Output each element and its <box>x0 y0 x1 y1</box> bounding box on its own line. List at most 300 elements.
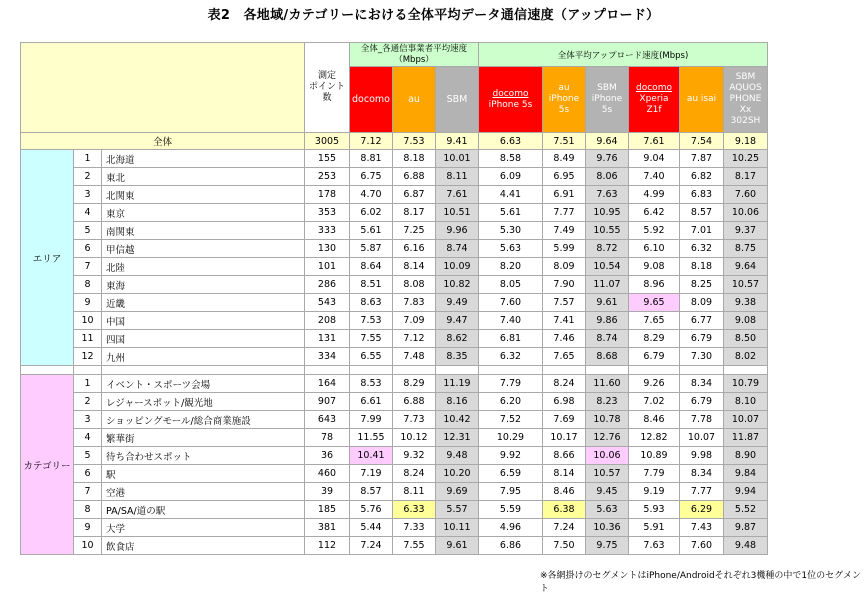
row-name: 空港 <box>102 483 305 501</box>
points-cell: 101 <box>305 258 350 276</box>
speed-cell: 8.75 <box>724 240 768 258</box>
table-row <box>21 294 768 312</box>
row-number: 3 <box>74 411 102 429</box>
speed-cell: 8.24 <box>393 465 436 483</box>
speed-cell: 7.77 <box>680 483 724 501</box>
speed-cell: 6.81 <box>479 330 543 348</box>
speed-cell: 9.98 <box>680 447 724 465</box>
row-name: イベント・スポーツ会場 <box>102 375 305 393</box>
speed-cell: 7.77 <box>543 204 586 222</box>
row-number: 5 <box>74 222 102 240</box>
speed-cell: 6.16 <box>393 240 436 258</box>
speed-cell: 7.69 <box>543 411 586 429</box>
points-cell: 286 <box>305 276 350 294</box>
speed-cell: 9.08 <box>724 312 768 330</box>
speed-cell: 9.32 <box>393 447 436 465</box>
speed-cell: 9.37 <box>724 222 768 240</box>
speed-cell: 8.20 <box>479 258 543 276</box>
ul-carrier-au-iphone: au iPhone 5s <box>543 67 586 133</box>
dl-carrier-sbm: SBM <box>436 67 479 133</box>
row-number: 8 <box>74 276 102 294</box>
speed-cell: 10.82 <box>436 276 479 294</box>
speed-cell: 9.08 <box>629 258 680 276</box>
speed-cell: 8.74 <box>436 240 479 258</box>
speed-cell: 9.64 <box>586 133 629 150</box>
points-cell: 131 <box>305 330 350 348</box>
points-cell: 3005 <box>305 133 350 150</box>
points-cell: 381 <box>305 519 350 537</box>
speed-cell: 10.79 <box>724 375 768 393</box>
speed-cell: 8.57 <box>680 204 724 222</box>
speed-cell: 10.06 <box>724 204 768 222</box>
speed-cell: 8.05 <box>479 276 543 294</box>
total-row <box>21 133 768 150</box>
speed-cell: 5.91 <box>629 519 680 537</box>
speed-cell: 7.61 <box>629 133 680 150</box>
table-row <box>21 393 768 411</box>
speed-cell: 7.60 <box>479 294 543 312</box>
spacer-cell <box>479 366 543 375</box>
speed-cell: 6.38 <box>543 501 586 519</box>
row-name: 待ち合わせスポット <box>102 447 305 465</box>
speed-cell: 7.24 <box>350 537 393 555</box>
row-name: 繁華街 <box>102 429 305 447</box>
speed-cell: 8.74 <box>586 330 629 348</box>
speed-cell: 7.63 <box>629 537 680 555</box>
speed-cell: 8.10 <box>724 393 768 411</box>
upload-group-header: 全体平均アップロード速度(Mbps) <box>479 43 768 67</box>
speed-cell: 10.55 <box>586 222 629 240</box>
spacer-cell <box>21 366 74 375</box>
row-number: 4 <box>74 204 102 222</box>
row-name: 東北 <box>102 168 305 186</box>
row-number: 6 <box>74 240 102 258</box>
speed-cell: 6.86 <box>479 537 543 555</box>
speed-cell: 5.52 <box>724 501 768 519</box>
speed-cell: 6.32 <box>479 348 543 366</box>
speed-cell: 9.26 <box>629 375 680 393</box>
speed-cell: 10.41 <box>350 447 393 465</box>
speed-cell: 5.63 <box>479 240 543 258</box>
speed-cell: 8.25 <box>680 276 724 294</box>
speed-cell: 10.57 <box>724 276 768 294</box>
row-number: 10 <box>74 537 102 555</box>
speed-cell: 10.07 <box>680 429 724 447</box>
table-row <box>21 276 768 294</box>
speed-cell: 7.30 <box>680 348 724 366</box>
points-cell: 334 <box>305 348 350 366</box>
row-number: 2 <box>74 393 102 411</box>
speed-cell: 6.83 <box>680 186 724 204</box>
speed-cell: 6.09 <box>479 168 543 186</box>
table-row <box>21 447 768 465</box>
speed-cell: 10.36 <box>586 519 629 537</box>
table-row <box>21 501 768 519</box>
table-row <box>21 483 768 501</box>
speed-cell: 8.06 <box>586 168 629 186</box>
speed-cell: 10.09 <box>436 258 479 276</box>
points-cell: 155 <box>305 150 350 168</box>
speed-cell: 9.75 <box>586 537 629 555</box>
row-number: 6 <box>74 465 102 483</box>
speed-cell: 8.29 <box>393 375 436 393</box>
spacer-cell <box>436 366 479 375</box>
spacer-cell <box>102 366 305 375</box>
points-cell: 164 <box>305 375 350 393</box>
speed-cell: 8.49 <box>543 150 586 168</box>
row-name: 九州 <box>102 348 305 366</box>
speed-cell: 8.35 <box>436 348 479 366</box>
speed-cell: 9.49 <box>436 294 479 312</box>
row-number: 3 <box>74 186 102 204</box>
row-name: 東海 <box>102 276 305 294</box>
speed-cell: 7.48 <box>393 348 436 366</box>
speed-cell: 12.76 <box>586 429 629 447</box>
speed-cell: 7.61 <box>436 186 479 204</box>
speed-cell: 9.61 <box>436 537 479 555</box>
row-name: 中国 <box>102 312 305 330</box>
speed-cell: 5.93 <box>629 501 680 519</box>
speed-cell: 8.11 <box>393 483 436 501</box>
speed-cell: 8.66 <box>543 447 586 465</box>
speed-cell: 6.75 <box>350 168 393 186</box>
speed-cell: 8.57 <box>350 483 393 501</box>
row-number: 9 <box>74 294 102 312</box>
points-header <box>305 43 350 133</box>
speed-cell: 11.55 <box>350 429 393 447</box>
speed-cell: 9.48 <box>436 447 479 465</box>
speed-cell: 8.09 <box>680 294 724 312</box>
speed-cell: 5.30 <box>479 222 543 240</box>
speed-cell: 5.44 <box>350 519 393 537</box>
row-name: 飲食店 <box>102 537 305 555</box>
spacer-cell <box>680 366 724 375</box>
row-number: 1 <box>74 375 102 393</box>
ul-carrier-docomo-xperia: docomo Xperia Z1f <box>629 67 680 133</box>
speed-cell: 9.69 <box>436 483 479 501</box>
speed-cell: 7.55 <box>350 330 393 348</box>
speed-cell: 8.62 <box>436 330 479 348</box>
speed-cell: 7.46 <box>543 330 586 348</box>
speed-cell: 7.60 <box>680 537 724 555</box>
speed-cell: 7.19 <box>350 465 393 483</box>
row-number: 7 <box>74 258 102 276</box>
table-row <box>21 411 768 429</box>
speed-cell: 8.90 <box>724 447 768 465</box>
speed-cell: 10.20 <box>436 465 479 483</box>
speed-cell: 4.41 <box>479 186 543 204</box>
speed-cell: 10.57 <box>586 465 629 483</box>
speed-cell: 10.25 <box>724 150 768 168</box>
speed-cell: 7.12 <box>350 133 393 150</box>
points-cell: 185 <box>305 501 350 519</box>
speed-cell: 8.29 <box>629 330 680 348</box>
speed-cell: 9.96 <box>436 222 479 240</box>
table-title: 表2 各地域/カテゴリーにおける全体平均データ通信速度（アップロード） <box>207 8 660 23</box>
speed-cell: 5.92 <box>629 222 680 240</box>
speed-cell: 5.63 <box>586 501 629 519</box>
dl-carrier-docomo: docomo <box>350 67 393 133</box>
speed-cell: 10.54 <box>586 258 629 276</box>
speed-cell: 9.19 <box>629 483 680 501</box>
speed-cell: 10.29 <box>479 429 543 447</box>
speed-cell: 5.59 <box>479 501 543 519</box>
speed-cell: 8.68 <box>586 348 629 366</box>
speed-cell: 6.79 <box>680 393 724 411</box>
points-header-label: 測定 ポイント数 <box>308 71 345 103</box>
speed-cell: 8.51 <box>350 276 393 294</box>
ul-carrier-sbm-aquos: SBM AQUOS PHONE Xx 302SH <box>724 67 768 133</box>
row-number: 7 <box>74 483 102 501</box>
speed-cell: 6.88 <box>393 393 436 411</box>
row-name: 四国 <box>102 330 305 348</box>
speed-cell: 7.01 <box>680 222 724 240</box>
table-row <box>21 222 768 240</box>
speed-cell: 6.79 <box>629 348 680 366</box>
row-name: 南関東 <box>102 222 305 240</box>
table-row <box>21 348 768 366</box>
table-row <box>21 168 768 186</box>
points-cell: 112 <box>305 537 350 555</box>
speed-cell: 6.63 <box>479 133 543 150</box>
row-number: 11 <box>74 330 102 348</box>
speed-cell: 7.95 <box>479 483 543 501</box>
speed-cell: 10.17 <box>543 429 586 447</box>
table-row <box>21 150 768 168</box>
spacer-cell <box>724 366 768 375</box>
speed-cell: 7.09 <box>393 312 436 330</box>
speed-cell: 7.50 <box>543 537 586 555</box>
download-group-header: 全体_各通信事業者平均速度 （Mbps） <box>350 43 479 67</box>
speed-cell: 10.89 <box>629 447 680 465</box>
speed-cell: 7.65 <box>543 348 586 366</box>
speed-cell: 8.08 <box>393 276 436 294</box>
row-name: レジャースポット/観光地 <box>102 393 305 411</box>
speed-cell: 11.87 <box>724 429 768 447</box>
speed-cell: 10.42 <box>436 411 479 429</box>
speed-cell: 7.25 <box>393 222 436 240</box>
speed-cell: 7.60 <box>724 186 768 204</box>
speed-cell: 9.65 <box>629 294 680 312</box>
speed-cell: 7.87 <box>680 150 724 168</box>
speed-cell: 9.86 <box>586 312 629 330</box>
speed-cell: 6.87 <box>393 186 436 204</box>
spacer-cell <box>74 366 102 375</box>
speed-cell: 9.38 <box>724 294 768 312</box>
speed-cell: 8.81 <box>350 150 393 168</box>
row-number: 8 <box>74 501 102 519</box>
ul-carrier-sbm-iphone: SBM iPhone 5s <box>586 67 629 133</box>
speed-cell: 7.57 <box>543 294 586 312</box>
speed-cell: 7.33 <box>393 519 436 537</box>
points-cell: 353 <box>305 204 350 222</box>
speed-cell: 8.46 <box>543 483 586 501</box>
speed-cell: 8.63 <box>350 294 393 312</box>
speed-cell: 6.02 <box>350 204 393 222</box>
row-name: 近畿 <box>102 294 305 312</box>
speed-cell: 4.99 <box>629 186 680 204</box>
points-cell: 178 <box>305 186 350 204</box>
speed-cell: 6.98 <box>543 393 586 411</box>
speed-cell: 5.57 <box>436 501 479 519</box>
speed-cell: 9.94 <box>724 483 768 501</box>
speed-cell: 8.72 <box>586 240 629 258</box>
row-number: 4 <box>74 429 102 447</box>
table-row <box>21 186 768 204</box>
table-row <box>21 375 768 393</box>
speed-cell: 7.78 <box>680 411 724 429</box>
row-name: 東京 <box>102 204 305 222</box>
speed-cell: 5.99 <box>543 240 586 258</box>
speed-cell: 8.14 <box>393 258 436 276</box>
table-row <box>21 204 768 222</box>
spacer-cell <box>586 366 629 375</box>
table-body <box>21 133 768 555</box>
speed-cell: 8.16 <box>436 393 479 411</box>
row-name: PA/SA/道の駅 <box>102 501 305 519</box>
speed-cell: 9.47 <box>436 312 479 330</box>
speed-cell: 7.43 <box>680 519 724 537</box>
speed-cell: 6.77 <box>680 312 724 330</box>
speed-cell: 4.70 <box>350 186 393 204</box>
table-row <box>21 429 768 447</box>
ul-carrier-au-isai: au isai <box>680 67 724 133</box>
points-cell: 36 <box>305 447 350 465</box>
speed-cell: 6.55 <box>350 348 393 366</box>
table-row <box>21 330 768 348</box>
row-number: 10 <box>74 312 102 330</box>
row-number: 5 <box>74 447 102 465</box>
speed-cell: 8.58 <box>479 150 543 168</box>
speed-cell: 8.50 <box>724 330 768 348</box>
spacer-cell <box>350 366 393 375</box>
speed-cell: 7.51 <box>543 133 586 150</box>
speed-cell: 5.61 <box>350 222 393 240</box>
speed-cell: 7.55 <box>393 537 436 555</box>
points-cell: 253 <box>305 168 350 186</box>
speed-cell: 6.61 <box>350 393 393 411</box>
speed-cell: 8.34 <box>680 375 724 393</box>
row-number: 1 <box>74 150 102 168</box>
speed-cell: 7.02 <box>629 393 680 411</box>
speed-cell: 6.32 <box>680 240 724 258</box>
points-cell: 907 <box>305 393 350 411</box>
speed-cell: 8.18 <box>393 150 436 168</box>
speed-cell: 8.96 <box>629 276 680 294</box>
speed-cell: 6.82 <box>680 168 724 186</box>
speed-cell: 8.24 <box>543 375 586 393</box>
speed-cell: 8.18 <box>680 258 724 276</box>
table-row <box>21 465 768 483</box>
speed-cell: 6.91 <box>543 186 586 204</box>
row-name: 駅 <box>102 465 305 483</box>
speed-cell: 11.19 <box>436 375 479 393</box>
speed-cell: 8.46 <box>629 411 680 429</box>
speed-cell: 7.99 <box>350 411 393 429</box>
speed-cell: 8.17 <box>724 168 768 186</box>
speed-cell: 4.96 <box>479 519 543 537</box>
row-number: 12 <box>74 348 102 366</box>
speed-table <box>20 42 768 555</box>
ul-carrier-docomo-iphone: docomo iPhone 5s <box>479 67 543 133</box>
speed-cell: 10.06 <box>586 447 629 465</box>
speed-cell: 10.11 <box>436 519 479 537</box>
row-name: 大学 <box>102 519 305 537</box>
speed-cell: 6.10 <box>629 240 680 258</box>
speed-cell: 9.18 <box>724 133 768 150</box>
table-row <box>21 258 768 276</box>
speed-cell: 6.20 <box>479 393 543 411</box>
speed-cell: 7.65 <box>629 312 680 330</box>
speed-cell: 10.07 <box>724 411 768 429</box>
speed-cell: 7.73 <box>393 411 436 429</box>
total-label: 全体 <box>21 133 305 150</box>
speed-cell: 6.95 <box>543 168 586 186</box>
speed-cell: 6.79 <box>680 330 724 348</box>
row-name: 北海道 <box>102 150 305 168</box>
speed-cell: 6.29 <box>680 501 724 519</box>
speed-cell: 9.41 <box>436 133 479 150</box>
speed-cell: 7.41 <box>543 312 586 330</box>
speed-cell: 7.40 <box>629 168 680 186</box>
speed-cell: 7.63 <box>586 186 629 204</box>
speed-cell: 11.07 <box>586 276 629 294</box>
speed-cell: 5.87 <box>350 240 393 258</box>
speed-cell: 9.92 <box>479 447 543 465</box>
speed-cell: 11.60 <box>586 375 629 393</box>
speed-cell: 8.23 <box>586 393 629 411</box>
speed-cell: 7.54 <box>680 133 724 150</box>
speed-cell: 10.95 <box>586 204 629 222</box>
speed-cell: 8.11 <box>436 168 479 186</box>
speed-cell: 9.45 <box>586 483 629 501</box>
speed-cell: 12.82 <box>629 429 680 447</box>
spacer-cell <box>305 366 350 375</box>
speed-cell: 7.24 <box>543 519 586 537</box>
points-cell: 543 <box>305 294 350 312</box>
speed-cell: 7.90 <box>543 276 586 294</box>
speed-cell: 6.88 <box>393 168 436 186</box>
spacer-cell <box>393 366 436 375</box>
row-name: 甲信越 <box>102 240 305 258</box>
speed-cell: 10.01 <box>436 150 479 168</box>
table-row <box>21 537 768 555</box>
header-blank <box>21 43 305 133</box>
dl-carrier-au: au <box>393 67 436 133</box>
table-row <box>21 519 768 537</box>
speed-cell: 8.34 <box>680 465 724 483</box>
spacer-cell <box>543 366 586 375</box>
speed-cell: 7.52 <box>479 411 543 429</box>
points-cell: 333 <box>305 222 350 240</box>
speed-cell: 8.14 <box>543 465 586 483</box>
points-cell: 78 <box>305 429 350 447</box>
speed-cell: 8.02 <box>724 348 768 366</box>
speed-cell: 10.12 <box>393 429 436 447</box>
speed-cell: 9.64 <box>724 258 768 276</box>
speed-cell: 5.61 <box>479 204 543 222</box>
speed-cell: 8.64 <box>350 258 393 276</box>
spacer-row <box>21 366 768 375</box>
points-cell: 643 <box>305 411 350 429</box>
speed-cell: 7.49 <box>543 222 586 240</box>
row-name: 北陸 <box>102 258 305 276</box>
speed-cell: 7.79 <box>479 375 543 393</box>
footnote: ※各網掛けのセグメントはiPhone/Androidそれぞれ3機種の中で1位のセグメント <box>540 571 862 594</box>
speed-cell: 9.87 <box>724 519 768 537</box>
speed-cell: 7.40 <box>479 312 543 330</box>
speed-cell: 6.59 <box>479 465 543 483</box>
